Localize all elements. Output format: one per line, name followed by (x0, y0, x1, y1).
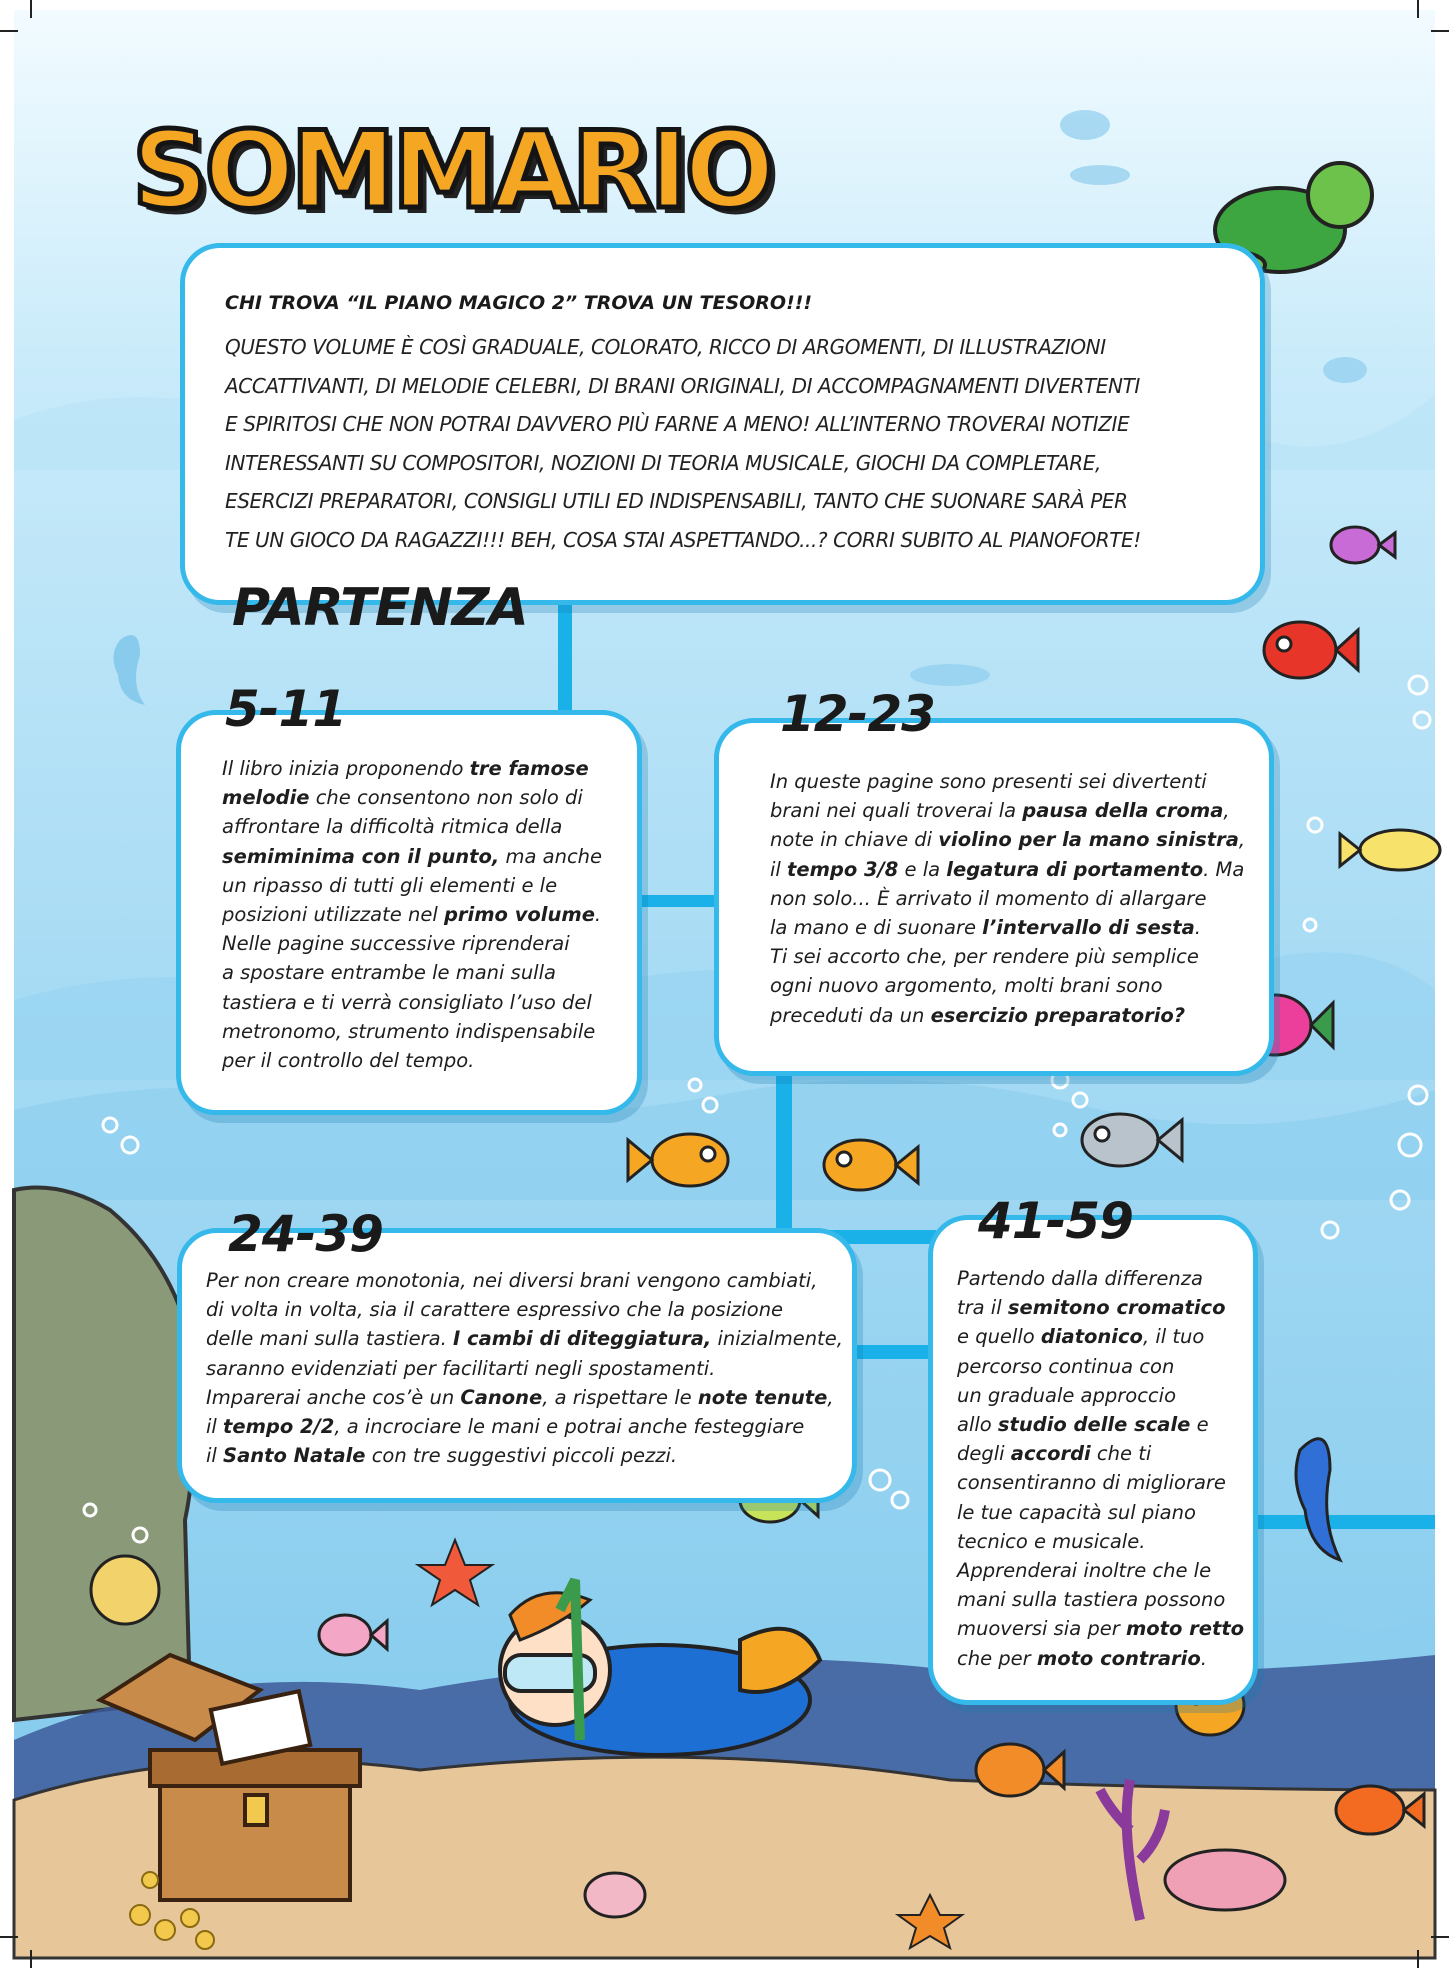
section-pages: 5-11 (225, 680, 347, 738)
text-run: muoversi sia per (957, 1617, 1126, 1641)
text-run: note in chiave di (770, 828, 939, 852)
text-run: posizioni utilizzate nel (222, 903, 444, 927)
text-run: le tue capacità sul piano (957, 1500, 1196, 1524)
intro-line: INTERESSANTI SU COMPOSITORI, NOZIONI DI TEORIA MUSICALE, GIOCHI DA COMPLETARE, (225, 450, 1101, 475)
text-run: . (1200, 1646, 1207, 1670)
bold-term: melodie (222, 786, 310, 810)
bold-term: primo volume (443, 903, 595, 927)
text-run: degli (957, 1442, 1011, 1466)
text-run: Il libro inizia proponendo (222, 757, 470, 780)
section-line (222, 988, 602, 1017)
section-line (222, 812, 602, 841)
text-run: preceduti da un (770, 1003, 931, 1027)
text-run: e (1190, 1413, 1209, 1437)
bold-term: legatura di portamento (946, 857, 1204, 881)
bold-term: l’intervallo di sesta (982, 916, 1195, 940)
shell (585, 1873, 645, 1917)
section-text (957, 1264, 1244, 1673)
section-line (770, 913, 1245, 942)
intro-line: TE UN GIOCO DA RAGAZZI!!! BEH, COSA STAI ASPETTANDO...? CORRI SUBITO AL PIANOFORTE! (225, 527, 1141, 552)
section-line (957, 1644, 1244, 1673)
text-run: ma anche (499, 844, 603, 868)
text-run: di volta in volta, sia il carattere espressivo che la posizione (206, 1298, 784, 1322)
section-line (957, 1585, 1244, 1614)
bold-term: semiminima con il punto, (222, 844, 500, 868)
text-run: a spostare entrambe le mani sulla (222, 961, 556, 985)
text-run: tastiera e ti verrà consigliato l’uso del (222, 990, 592, 1014)
text-run: inizialmente, (711, 1327, 843, 1351)
section-text (770, 767, 1245, 1030)
bold-term: esercizio preparatorio? (930, 1003, 1186, 1027)
text-run: il (206, 1444, 224, 1468)
text-run: allo (957, 1413, 998, 1437)
text-run: , (1223, 799, 1230, 823)
text-run: Apprenderai inoltre che le (957, 1559, 1212, 1583)
text-run: . Ma (1203, 857, 1245, 881)
intro-line: QUESTO VOLUME È COSÌ GRADUALE, COLORATO, RICCO DI ARGOMENTI, DI ILLUSTRAZIONI (225, 335, 1106, 359)
text-run: delle mani sulla tastiera. (206, 1327, 454, 1351)
section-pages: 41-59 (978, 1192, 1133, 1250)
text-run: , a incrociare le mani e potrai anche festeggiare (334, 1415, 805, 1439)
bold-term: semitono cromatico (1007, 1296, 1226, 1320)
text-run: che ti (1090, 1442, 1152, 1466)
section-line (206, 1383, 843, 1412)
section-line (222, 871, 602, 900)
text-run: ogni nuovo argomento, molti brani sono (770, 974, 1163, 998)
text-run: Per non creare monotonia, nei diversi brani vengono cambiati, (206, 1269, 818, 1292)
bold-term: note tenute (697, 1385, 828, 1409)
section-line (957, 1527, 1244, 1556)
section-line (222, 1046, 602, 1075)
bold-term: diatonico (1040, 1325, 1143, 1349)
text-run: , (1238, 828, 1246, 852)
text-run: Nelle pagine successive riprenderai (222, 932, 570, 956)
text-run: , il tuo (1142, 1325, 1205, 1349)
bold-term: tre famose (469, 757, 589, 780)
section-text (206, 1266, 843, 1470)
text-run: che consentono non solo di (309, 786, 583, 810)
bold-term: tempo 2/2 (223, 1415, 335, 1439)
section-line (770, 825, 1245, 854)
text-run: e quello (957, 1325, 1041, 1349)
text-run: un graduale approccio (957, 1383, 1177, 1407)
section-line (770, 884, 1245, 913)
section-line (770, 767, 1245, 796)
section-line (957, 1264, 1244, 1293)
text-run: con tre suggestivi piccoli pezzi. (365, 1444, 678, 1468)
text-run: il (206, 1415, 224, 1439)
intro-line: E SPIRITOSI CHE NON POTRAI DAVVERO PIÙ FARNE A MENO! ALL’INTERNO TROVERAI NOTIZIE (225, 412, 1130, 436)
section-line (222, 842, 602, 871)
text-run: il (770, 857, 788, 881)
bold-term: violino per la mano sinistra (938, 828, 1239, 852)
bold-term: I cambi di diteggiatura, (453, 1327, 712, 1351)
section-line (957, 1468, 1244, 1497)
text-run: . (594, 903, 602, 927)
bold-term: tempo 3/8 (787, 857, 899, 881)
text-run: consentiranno di migliorare (957, 1471, 1226, 1495)
text-run: la mano e di suonare (770, 916, 983, 940)
section-line (222, 754, 602, 783)
section-line (222, 958, 602, 987)
text-run: , a rispettare le (542, 1385, 698, 1409)
section-line (957, 1556, 1244, 1585)
text-run: Ti sei accorto che, per rendere più semplice (770, 945, 1199, 969)
section-line (206, 1441, 843, 1470)
section-line (222, 900, 602, 929)
section-line (206, 1412, 843, 1441)
bold-term: moto retto (1125, 1617, 1245, 1641)
text-run: brani nei quali troverai la (770, 799, 1023, 823)
bold-term: moto contrario (1036, 1646, 1201, 1670)
section-line (957, 1352, 1244, 1381)
text-run: tecnico e musicale. (957, 1529, 1146, 1553)
section-line (770, 971, 1245, 1000)
section-line (957, 1381, 1244, 1410)
text-run: , (827, 1385, 834, 1409)
section-line (957, 1293, 1244, 1322)
intro-heading: CHI TROVA “IL PIANO MAGICO 2” TROVA UN TESORO!!! (225, 292, 813, 314)
text-run: tra il (957, 1296, 1008, 1320)
text-run: che per (957, 1646, 1037, 1670)
section-line (206, 1354, 843, 1383)
text-run: saranno evidenziati per facilitarti negli spostamenti. (206, 1356, 716, 1380)
intro-line: ACCATTIVANTI, DI MELODIE CELEBRI, DI BRANI ORIGINALI, DI ACCOMPAGNAMENTI DIVERTENTI (225, 373, 1140, 398)
text-run: In queste pagine sono presenti sei divertenti (770, 770, 1207, 793)
section-line (206, 1324, 843, 1353)
text-run: . (1194, 916, 1201, 940)
section-line (222, 1017, 602, 1046)
section-line (206, 1266, 843, 1295)
coral-rocks (1165, 1850, 1285, 1910)
section-pages: 24-39 (228, 1205, 383, 1263)
bold-term: Canone (460, 1385, 543, 1409)
section-line (770, 855, 1245, 884)
intro-text (225, 328, 1245, 559)
text-run: affrontare la difficoltà ritmica della (222, 815, 563, 839)
bold-term: studio delle scale (997, 1413, 1191, 1437)
text-run: non solo... È arrivato il momento di allargare (770, 886, 1207, 910)
text-run: per il controllo del tempo. (222, 1049, 475, 1073)
section-line (770, 1001, 1245, 1030)
section-line (957, 1614, 1244, 1643)
bold-term: accordi (1010, 1442, 1091, 1466)
text-run: Imparerai anche cos’è un (206, 1385, 461, 1409)
start-label: PARTENZA (232, 578, 528, 638)
section-line (770, 796, 1245, 825)
page-title: SOMMARIO (132, 109, 771, 232)
text-run: metronomo, strumento indispensabile (222, 1019, 596, 1043)
intro-line: ESERCIZI PREPARATORI, CONSIGLI UTILI ED INDISPENSABILI, TANTO CHE SUONARE SARÀ PER (225, 489, 1128, 513)
section-line (957, 1439, 1244, 1468)
section-line (957, 1498, 1244, 1527)
section-pages: 12-23 (780, 685, 935, 743)
text-run: un ripasso di tutti gli elementi e le (222, 873, 558, 897)
section-text (222, 754, 602, 1075)
bold-term: pausa della croma (1022, 799, 1224, 823)
text-run: mani sulla tastiera possono (957, 1588, 1226, 1612)
bold-term: Santo Natale (223, 1444, 366, 1468)
section-line (222, 783, 602, 812)
section-line (222, 929, 602, 958)
text-run: percorso continua con (957, 1354, 1175, 1378)
section-line (957, 1322, 1244, 1351)
section-line (770, 942, 1245, 971)
section-line (957, 1410, 1244, 1439)
section-line (206, 1295, 843, 1324)
text-run: Partendo dalla differenza (957, 1267, 1203, 1290)
text-run: e la (898, 857, 947, 881)
